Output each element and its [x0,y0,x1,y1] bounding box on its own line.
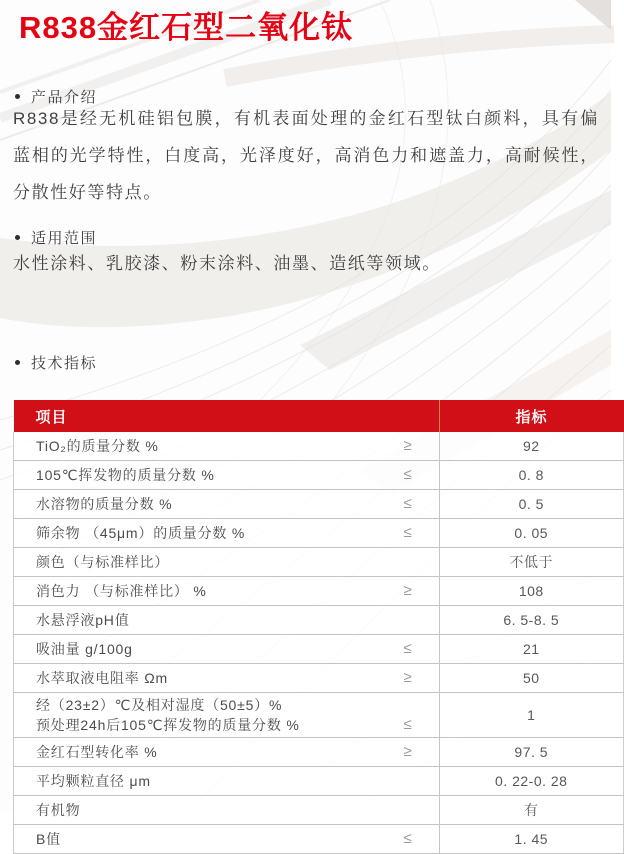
bullet-icon [15,235,20,240]
spec-value: 不低于 [439,548,624,577]
table-row [14,635,624,664]
table-row [14,664,624,693]
table-row [14,796,624,825]
bullet-icon [15,94,20,99]
spec-value: 92 [439,432,624,461]
spec-item-name: 金红石型转化率 % [36,744,158,760]
spec-value: 50 [439,664,624,693]
comparison-symbol: ≤ [403,830,413,847]
spec-item-name: 消色力 （与标准样比） % [36,583,207,599]
page-title: R838金红石型二氧化钛 [19,10,354,45]
spec-item-name: 水悬浮液pH值 [36,612,130,628]
table-row [14,519,624,548]
table-row [14,432,624,461]
spec-item-name: 筛余物 （45μm）的质量分数 % [36,525,246,541]
spec-value: 0. 05 [439,519,624,548]
section-heading-label: 产品介绍 [31,89,98,106]
spec-table-header-row [14,400,624,432]
spec-value: 0. 8 [439,461,624,490]
table-row [14,738,624,767]
comparison-symbol: ≤ [403,495,413,512]
bullet-icon [15,360,20,365]
spec-item-name: 105℃挥发物的质量分数 % [36,467,215,483]
scope-paragraph: 水性涂料、乳胶漆、粉末涂料、油墨、造纸等领域。 [13,254,441,273]
comparison-symbol: ≤ [403,466,413,483]
section-heading-specs [15,352,97,373]
table-row [14,825,624,854]
spec-item-name: 颜色（与标准样比） [36,554,170,570]
spec-item-name: 平均颗粒直径 μm [36,773,151,789]
table-row [14,577,624,606]
table-row [14,490,624,519]
spec-value: 97. 5 [439,738,624,767]
section-heading-label: 适用范围 [31,230,98,247]
section-heading-label: 技术指标 [31,355,98,372]
spec-table-body [14,432,624,854]
table-row [14,461,624,490]
spec-value: 21 [439,635,624,664]
spec-item-name: 经（23±2）℃及相对湿度（50±5）% 预处理24h后105℃挥发物的质量分数 % [36,697,300,733]
spec-item-name: TiO₂的质量分数 % [36,438,159,454]
column-header-item: 项目 [14,400,440,432]
comparison-symbol: ≥ [403,743,413,760]
comparison-symbol: ≤ [403,716,413,733]
intro-paragraph: R838是经无机硅铝包膜，有机表面处理的金红石型钛白颜料，具有偏蓝相的光学特性，白度高，光泽度好，高消色力和遮盖力，高耐候性，分散性好等特点。 [13,109,599,202]
spec-item-name: 吸油量 g/100g [36,641,133,657]
spec-value: 0. 22-0. 28 [439,767,624,796]
spec-table [13,400,624,854]
spec-value: 1 [439,693,624,738]
spec-value: 有 [439,796,624,825]
spec-item-name: B值 [36,831,61,847]
table-row [14,548,624,577]
table-row [14,693,624,738]
comparison-symbol: ≤ [403,524,413,541]
comparison-symbol: ≥ [403,582,413,599]
comparison-symbol: ≤ [403,640,413,657]
spec-value: 1. 45 [439,825,624,854]
comparison-symbol: ≥ [403,669,413,686]
comparison-symbol: ≥ [403,437,413,454]
spec-value: 108 [439,577,624,606]
table-row [14,606,624,635]
spec-item-name: 水溶物的质量分数 % [36,496,173,512]
spec-item-name: 水萃取液电阻率 Ωm [36,670,169,686]
spec-value: 0. 5 [439,490,624,519]
table-row [14,767,624,796]
spec-item-name: 有机物 [36,802,81,818]
column-header-value: 指标 [439,400,624,432]
spec-value: 6. 5-8. 5 [439,606,624,635]
